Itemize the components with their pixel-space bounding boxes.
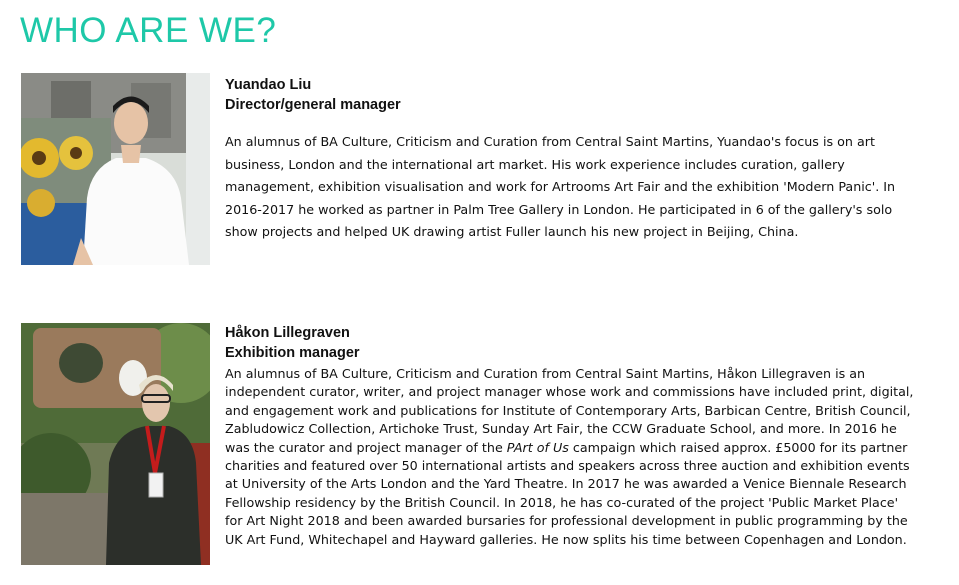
member-bio: An alumnus of BA Culture, Criticism and Curation from Central Saint Martins, Yuandao's focus is on art business, London and the international art market. His work experience includes curation, gallery management, exhibition visualisation and work for Artrooms Art Fair and the exhibition 'Modern Panic'. In 2016-2017 he worked as partner in Palm Tree Gallery in London. He participated in 6 of the gallery's solo show projects and helped UK drawing artist Fuller launch his new project in Beijing, China.	[225, 134, 896, 240]
member-role: Exhibition manager	[225, 345, 360, 361]
member-role: Director/general manager	[225, 97, 401, 113]
hakon-info	[225, 323, 915, 549]
member-name: Håkon Lillegraven	[225, 325, 350, 341]
campaign-title: PArt of Us	[506, 439, 569, 455]
yuandao-info	[225, 73, 915, 244]
hakon-portrait-photo	[21, 323, 210, 565]
yuandao-portrait-photo	[21, 73, 210, 265]
page-title: WHO ARE WE?	[20, 11, 277, 50]
bio-text: An alumnus of BA Culture, Criticism and Curation from Central Saint Martins, Håkon Lillegraven is an independent curator, writer, and project manager whose work and commissions have included print, digital, and engagement work and publications for Institute of Contemporary Arts, Barbican Centre, British Council, Zabludowicz Collection, Artichoke Trust, Sunday Art Fair, the CCW Graduate School, and more. In 2016 he was the curator and project manager of the	[225, 366, 914, 455]
member-name: Yuandao Liu	[225, 77, 312, 93]
member-bio	[225, 365, 915, 549]
bio-text: campaign which raised approx. £5000 for its partner charities and featured over 50 international artists and speakers across three auction and exhibition events at University of the Arts London and the Yard Theatre. In 2017 he was awarded a Venice Biennale Research Fellowship residency by the British Council. In 2018, he has co-curated of the project 'Public Market Place' for Art Night 2018 and been awarded bursaries for professional development in public programming by the UK Art Fund, Whitechapel and Hayward galleries. He now splits his time between Copenhagen and London.	[225, 439, 910, 547]
